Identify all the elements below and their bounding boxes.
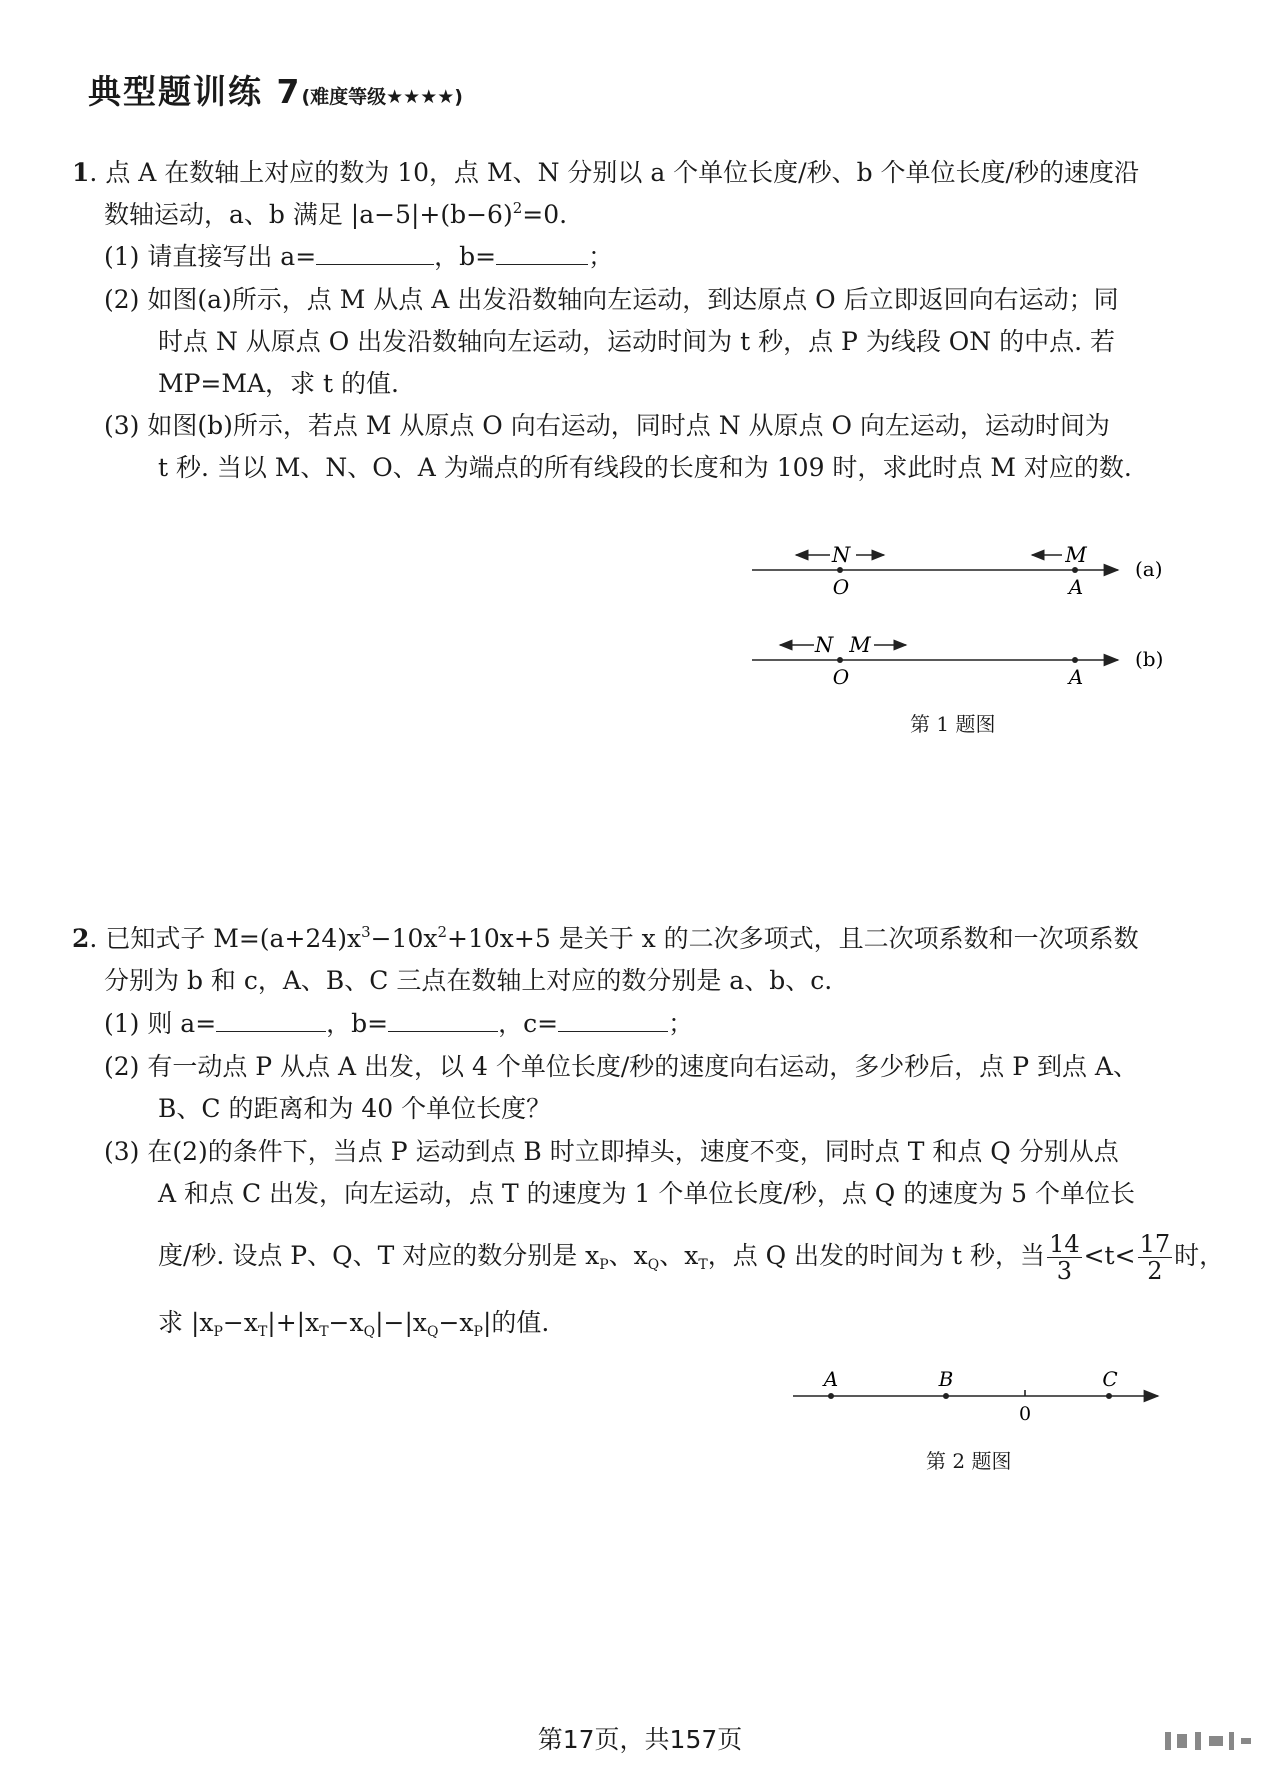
- q1-part1-end: ；: [588, 242, 614, 271]
- q1-stem-line1: 1. 点 A 在数轴上对应的数为 10，点 M、N 分别以 a 个单位长度/秒、b 个单位长度/秒的速度沿: [72, 158, 1139, 187]
- q2-number: 2: [72, 924, 90, 953]
- q2-stem-b: −10x: [370, 924, 438, 953]
- q2-part3-line2: A 和点 C 出发，向左运动，点 T 的速度为 1 个单位长度/秒，点 Q 的速度为 5 个单位长: [158, 1179, 1136, 1208]
- q2-part3-line1: (3) 在(2)的条件下，当点 P 运动到点 B 时立即掉头，速度不变，同时点 T 和点 Q 分别从点: [104, 1137, 1119, 1166]
- label-A-a: A: [1068, 575, 1084, 599]
- frac-num: 14: [1049, 1230, 1080, 1258]
- point-C: [1106, 1393, 1112, 1399]
- section-title: 典型题训练 7: [88, 72, 302, 111]
- label-B: B: [938, 1367, 954, 1391]
- q2-figure-caption: 第 2 题图: [926, 1449, 1012, 1473]
- expr: |的值.: [482, 1308, 550, 1337]
- label-C: C: [1102, 1367, 1118, 1391]
- label-N-a: N: [831, 543, 851, 567]
- expr: |−|x: [375, 1308, 427, 1337]
- q2-exp-3: 3: [361, 923, 371, 941]
- label-M-a: M: [1065, 543, 1087, 567]
- label-0: 0: [1018, 1403, 1032, 1425]
- sub-T: T: [257, 1324, 268, 1340]
- sep: 、x: [608, 1241, 648, 1270]
- q2-when: 时，: [1174, 1241, 1225, 1270]
- q1-number: 1: [72, 158, 90, 187]
- inequality: <t<: [1083, 1241, 1136, 1270]
- label-N-b: N: [814, 633, 834, 657]
- q1-part2-line2: 时点 N 从原点 O 出发沿数轴向左运动，运动时间为 t 秒，点 P 为线段 ON 的中点. 若: [158, 327, 1115, 356]
- point-A: [828, 1393, 834, 1399]
- sub-Q: Q: [363, 1324, 376, 1340]
- figure-tag-b: (b): [1135, 647, 1164, 671]
- q2-stem-line1: 2. 已知式子 $M=(a+24)x^3-10x^2+10x+5$ 是关于 x 的二次多项式，且二次项系数和一次项系数: [72, 923, 1139, 953]
- q2-vars-text: 度/秒. 设点 P、Q、T 对应的数分别是 x: [158, 1241, 600, 1270]
- expr: 求 |x: [158, 1308, 214, 1337]
- expr: −x: [328, 1308, 364, 1337]
- sub-T: T: [319, 1324, 329, 1340]
- label-O-a: O: [832, 575, 850, 599]
- q1-part3-line2: t 秒. 当以 M、N、O、A 为端点的所有线段的长度和为 109 时，求此时点 M 对应的数.: [158, 453, 1132, 482]
- sub-P: P: [213, 1324, 223, 1340]
- frac-den: 2: [1147, 1257, 1163, 1285]
- q1-part3-line1: (3) 如图(b)所示，若点 M 从原点 O 向右运动，同时点 N 从原点 O 向左运动，运动时间为: [104, 411, 1110, 440]
- difficulty-label: (难度等级★★★★): [301, 86, 463, 108]
- q1-stem-text1: 点 A 在数轴上对应的数为 10，点 M、N 分别以 a 个单位长度/秒、b 个单位长度/秒的速度沿: [105, 158, 1139, 187]
- sub-Q: Q: [426, 1324, 439, 1340]
- q2-part2-line1: (2) 有一动点 P 从点 A 出发，以 4 个单位长度/秒的速度向右运动，多少秒后，点 P 到点 A、: [104, 1052, 1138, 1081]
- q2-stem-a: 已知式子 M=(a+24)x: [105, 924, 362, 953]
- sub-Q: Q: [647, 1257, 660, 1273]
- page-footer: 第17页，共157页: [537, 1725, 743, 1754]
- q2-part1-text: (1) 则 a=: [104, 1009, 217, 1038]
- figure-tag-a: (a): [1135, 557, 1163, 581]
- q2-time-text: ，点 Q 出发的时间为 t 秒，当: [707, 1241, 1046, 1270]
- sub-P: P: [473, 1324, 483, 1340]
- label-A-b: A: [1068, 665, 1084, 689]
- q1-exponent: 2: [512, 199, 523, 217]
- q2-stem-line2: 分别为 b 和 c，A、B、C 三点在数轴上对应的数分别是 a、b、c.: [104, 966, 833, 995]
- label-O-b: O: [832, 665, 850, 689]
- q1-part2-line3: MP=MA，求 t 的值.: [158, 369, 399, 398]
- q2-part1-c: ，c=: [498, 1009, 559, 1038]
- frac-num: 17: [1139, 1230, 1171, 1258]
- sub-T: T: [698, 1257, 708, 1273]
- expr: −x: [222, 1308, 258, 1337]
- sub-P: P: [599, 1257, 609, 1273]
- q2-exp-2: 2: [437, 923, 448, 941]
- q2-part2-line2: B、C 的距离和为 40 个单位长度？: [158, 1094, 552, 1123]
- q1-part1-mid: ，b=: [434, 242, 497, 271]
- point-B: [943, 1393, 949, 1399]
- q1-part1-text: (1) 请直接写出 a=: [104, 242, 317, 271]
- q1-condition: 数轴运动，a、b 满足 |a−5|+(b−6): [104, 200, 513, 229]
- expr: −x: [438, 1308, 474, 1337]
- q1-condition-end: =0.: [522, 200, 568, 229]
- q2-stem-c: +10x+5 是关于 x 的二次多项式，且二次项系数和一次项系数: [447, 924, 1139, 953]
- q1-figure-caption: 第 1 题图: [910, 712, 996, 736]
- label-M-b: M: [849, 633, 871, 657]
- frac-den: 3: [1056, 1257, 1072, 1285]
- expr: |+|x: [267, 1308, 320, 1337]
- q2-part1-b: ，b=: [326, 1009, 389, 1038]
- sep: 、x: [659, 1241, 699, 1270]
- q2-part1-end: ；: [668, 1009, 694, 1038]
- q1-part2-line1: (2) 如图(a)所示，点 M 从点 A 出发沿数轴向左运动，到达原点 O 后立即返回向右运动；同: [104, 285, 1119, 314]
- label-A: A: [823, 1367, 839, 1391]
